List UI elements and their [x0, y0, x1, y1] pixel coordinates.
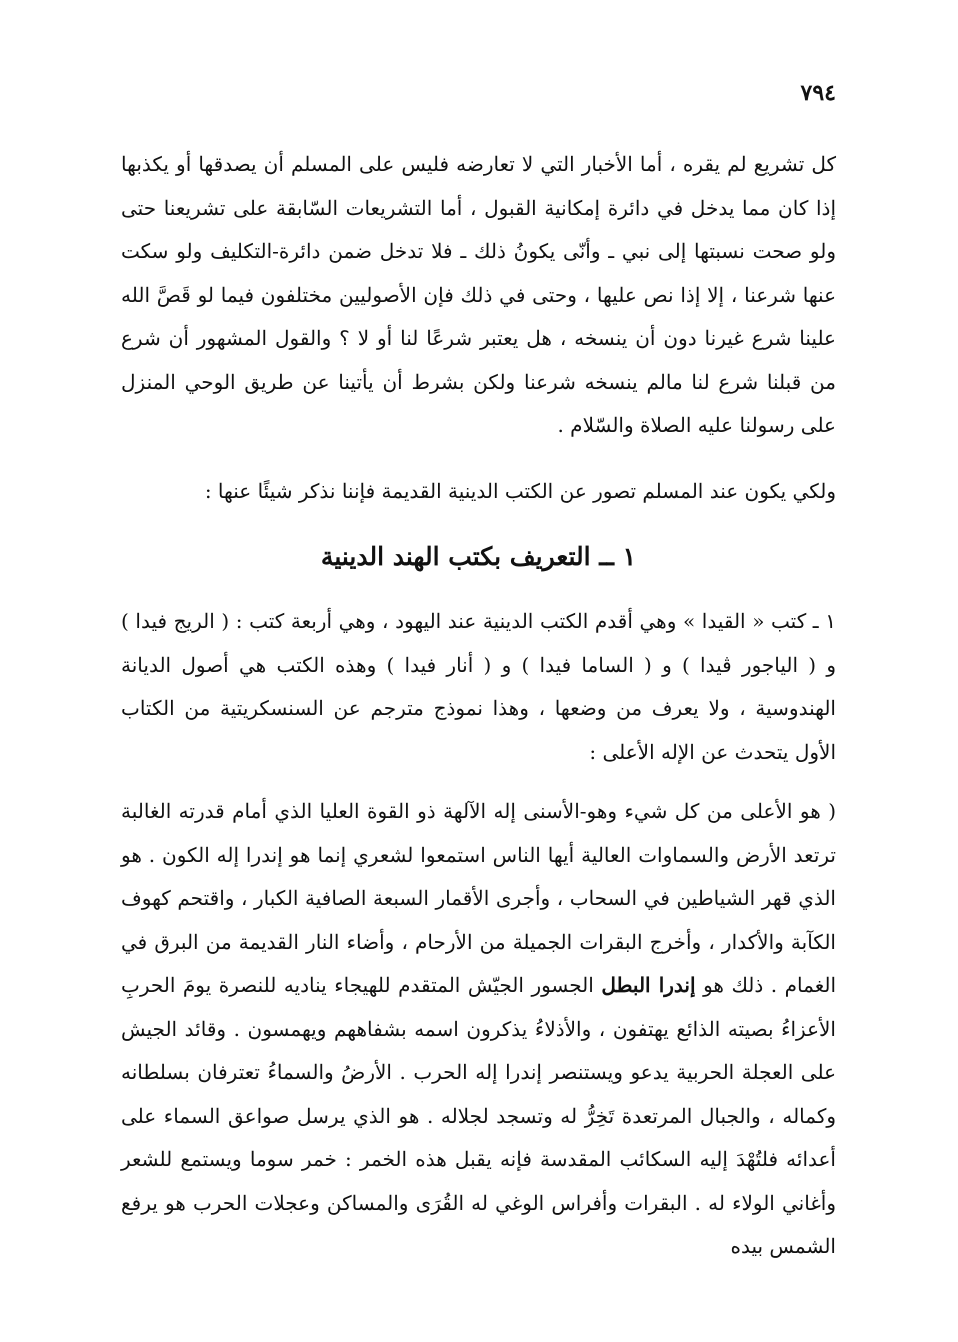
hymn-part-2: الجسور الجيّش المتقدم للهيجاء يناديه للنصرة يومَ الحربِ الأعزاءُ بصيته الذائع يهتفون ، والأذلاءُ يذكرون اسمه بشفاههم ويهمسون . وقائد الجيش على العجلة الحربية يدعو ويستنصر إندرا إله الحرب . الأرضُ والسماءُ تعترفان بسلطانه وكماله ، والجبال المرتعدة تَخِرُّ له وتسجد لجلاله . هو الذي يرسل صواعق السماء على أعدائه فلتُهْدَ إليه السكائب المقدسة فإنه يقبل هذه الخمر : خمر سوما ويستمع للشعر وأغاني الولاء له . البقرات وأفراس الوغي له القُرَى والمساكن وعجلات الحرب هو يرفع الشمس بيده — [121, 973, 836, 1258]
transition-paragraph — [121, 470, 836, 514]
hymn-bold-name: إندرا البطل — [601, 973, 696, 997]
transition-text: ولكي يكون عند المسلم تصور عن الكتب الدينية القديمة فإننا نذكر شيئًا عنها : — [204, 479, 836, 503]
section-heading: ١ ــ التعريف بكتب الهند الدينية — [320, 542, 637, 571]
intro-paragraph — [121, 143, 836, 448]
hymn-text — [121, 790, 836, 1269]
page-number: ٧٩٤ — [800, 80, 836, 106]
hymn-quote — [121, 790, 836, 1269]
vedas-item — [121, 600, 836, 774]
hymn-part-1: ( هو الأعلى من كل شيء وهو-الأسنى إله الآلهة ذو القوة العليا الذي أمام قدرته الغالبة ترتعد الأرض والسماوات العالية أيها الناس استمعوا لشعري إنما هو إندرا إله الكون . هو الذي قهر الشياطين في السحاب ، وأجرى الأقمار السبعة الصافية الكبار ، واقتحم كهوف الكآبة والأكدار ، وأخرج البقرات الجميلة من الأرحام ، وأضاء النار القديمة من البرق في الغمام . ذلك هو — [121, 799, 837, 997]
vedas-text: ١ ـ كتب « القيدا » وهي أقدم الكتب الدينية عند اليهود ، وهي أربعة كتب : ( الريج فيدا ) و ( الياجور ڤيدا ) و ( الساما فيدا ) و ( أنار فيدا ) وهذه الكتب هي أصول الديانة الهندوسية ، ولا يعرف من وضعها ، وهذا نموذج مترجم عن السنسكريتية من الكتاب الأول يتحدث عن الإله الأعلى : — [121, 609, 836, 764]
intro-text: كل تشريع لم يقره ، أما الأخبار التي لا تعارضه فليس على المسلم أن يصدقها أو يكذبها إذا كان مما يدخل في دائرة إمكانية القبول ، أما التشريعات السّابقة على تشريعنا حتى ولو صحت نسبتها إلى نبي ـ وأنّى يكونُ ذلك ـ فلا تدخل ضمن دائرة-التكليف ولو سكت عنها شرعنا ، إلا إذا نص عليها ، وحتى في ذلك فإن الأصوليين مختلفون فيما لو قَصَّ الله علينا شرع غيرنا دون أن ينسخه ، هل يعتبر شرعًا لنا أو لا ؟ والقول المشهور أن شرع من قبلنا شرع لنا مالم ينسخه شرعنا ولكن بشرط أن يأتينا عن طريق الوحي المنزل على رسولنا عليه الصلاة والسّلام . — [121, 152, 836, 437]
